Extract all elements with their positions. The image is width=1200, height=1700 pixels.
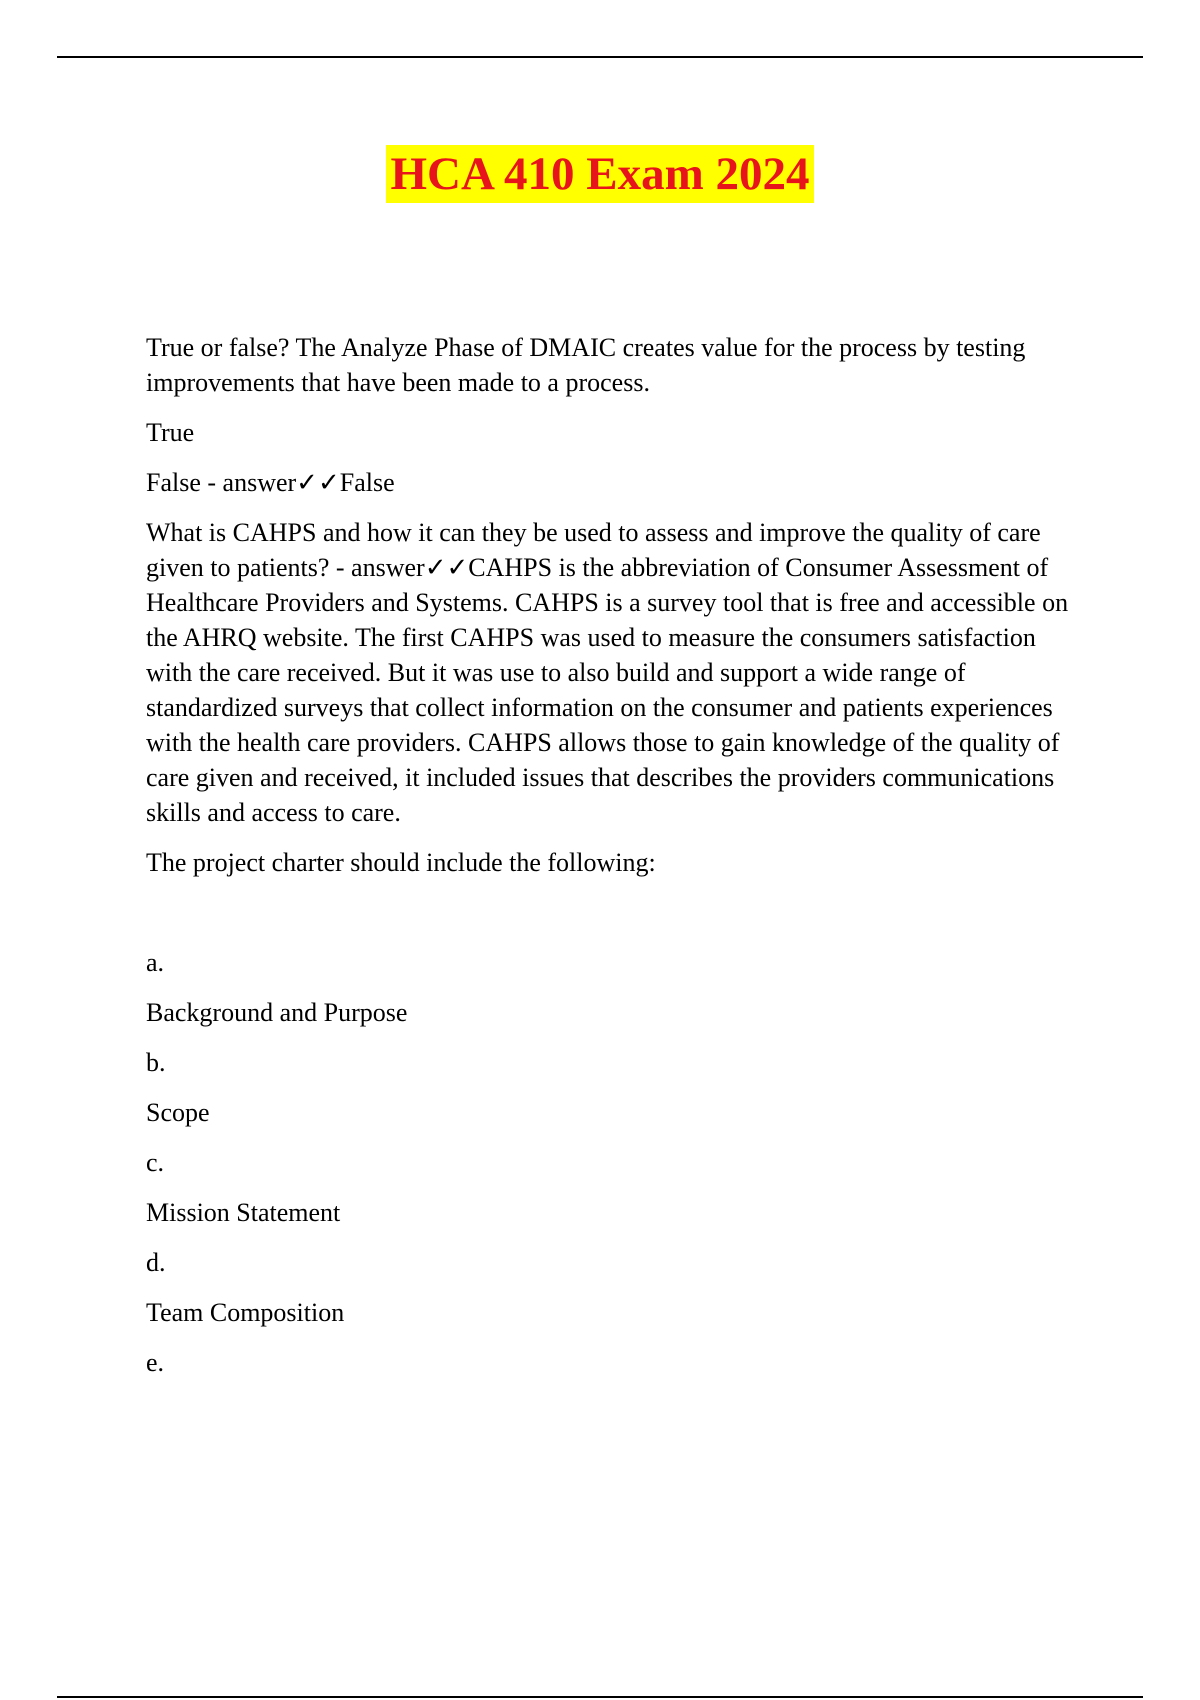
- list-item-text: Mission Statement: [146, 1198, 341, 1227]
- question-2: What is CAHPS and how it can they be used to assess and improve the quality of care given to patients? - answer✓✓CAHPS is the abbreviation of Consumer Assessment of Healthcare Providers and Systems. CAHPS is a survey tool that is free and accessible on the AHRQ website. The first CAHPS was used to measure the consumers satisfaction with the care received. But it was use to also build and support a wide range of standardized surveys that collect information on the consumer and patients experiences with the health care providers. CAHPS allows those to gain knowledge of the quality of care given and received, it included issues that describes the providers communications skills and access to care.: [146, 518, 1069, 827]
- option-false-answer: False - answer✓✓False: [146, 468, 395, 497]
- bottom-rule: [57, 1696, 1143, 1698]
- list-item-letter: b.: [146, 1048, 166, 1077]
- spacer: [146, 895, 1076, 945]
- document-body: [146, 330, 1076, 1395]
- list-item-text: Background and Purpose: [146, 998, 408, 1027]
- list-item-letter: c.: [146, 1148, 165, 1177]
- list-item-text: Team Composition: [146, 1298, 345, 1327]
- document-title: HCA 410 Exam 2024: [386, 145, 813, 203]
- question-1: True or false? The Analyze Phase of DMAIC creates value for the process by testing improvements that have been made to a process.: [146, 333, 1026, 397]
- list-item-text: Scope: [146, 1098, 210, 1127]
- list-item-letter: d.: [146, 1248, 166, 1277]
- option-true: True: [146, 418, 195, 447]
- top-rule: [57, 56, 1143, 58]
- title-container: [0, 145, 1200, 203]
- list-item-letter: e.: [146, 1348, 165, 1377]
- list-item-letter: a.: [146, 948, 165, 977]
- question-3-prompt: The project charter should include the following:: [146, 848, 656, 877]
